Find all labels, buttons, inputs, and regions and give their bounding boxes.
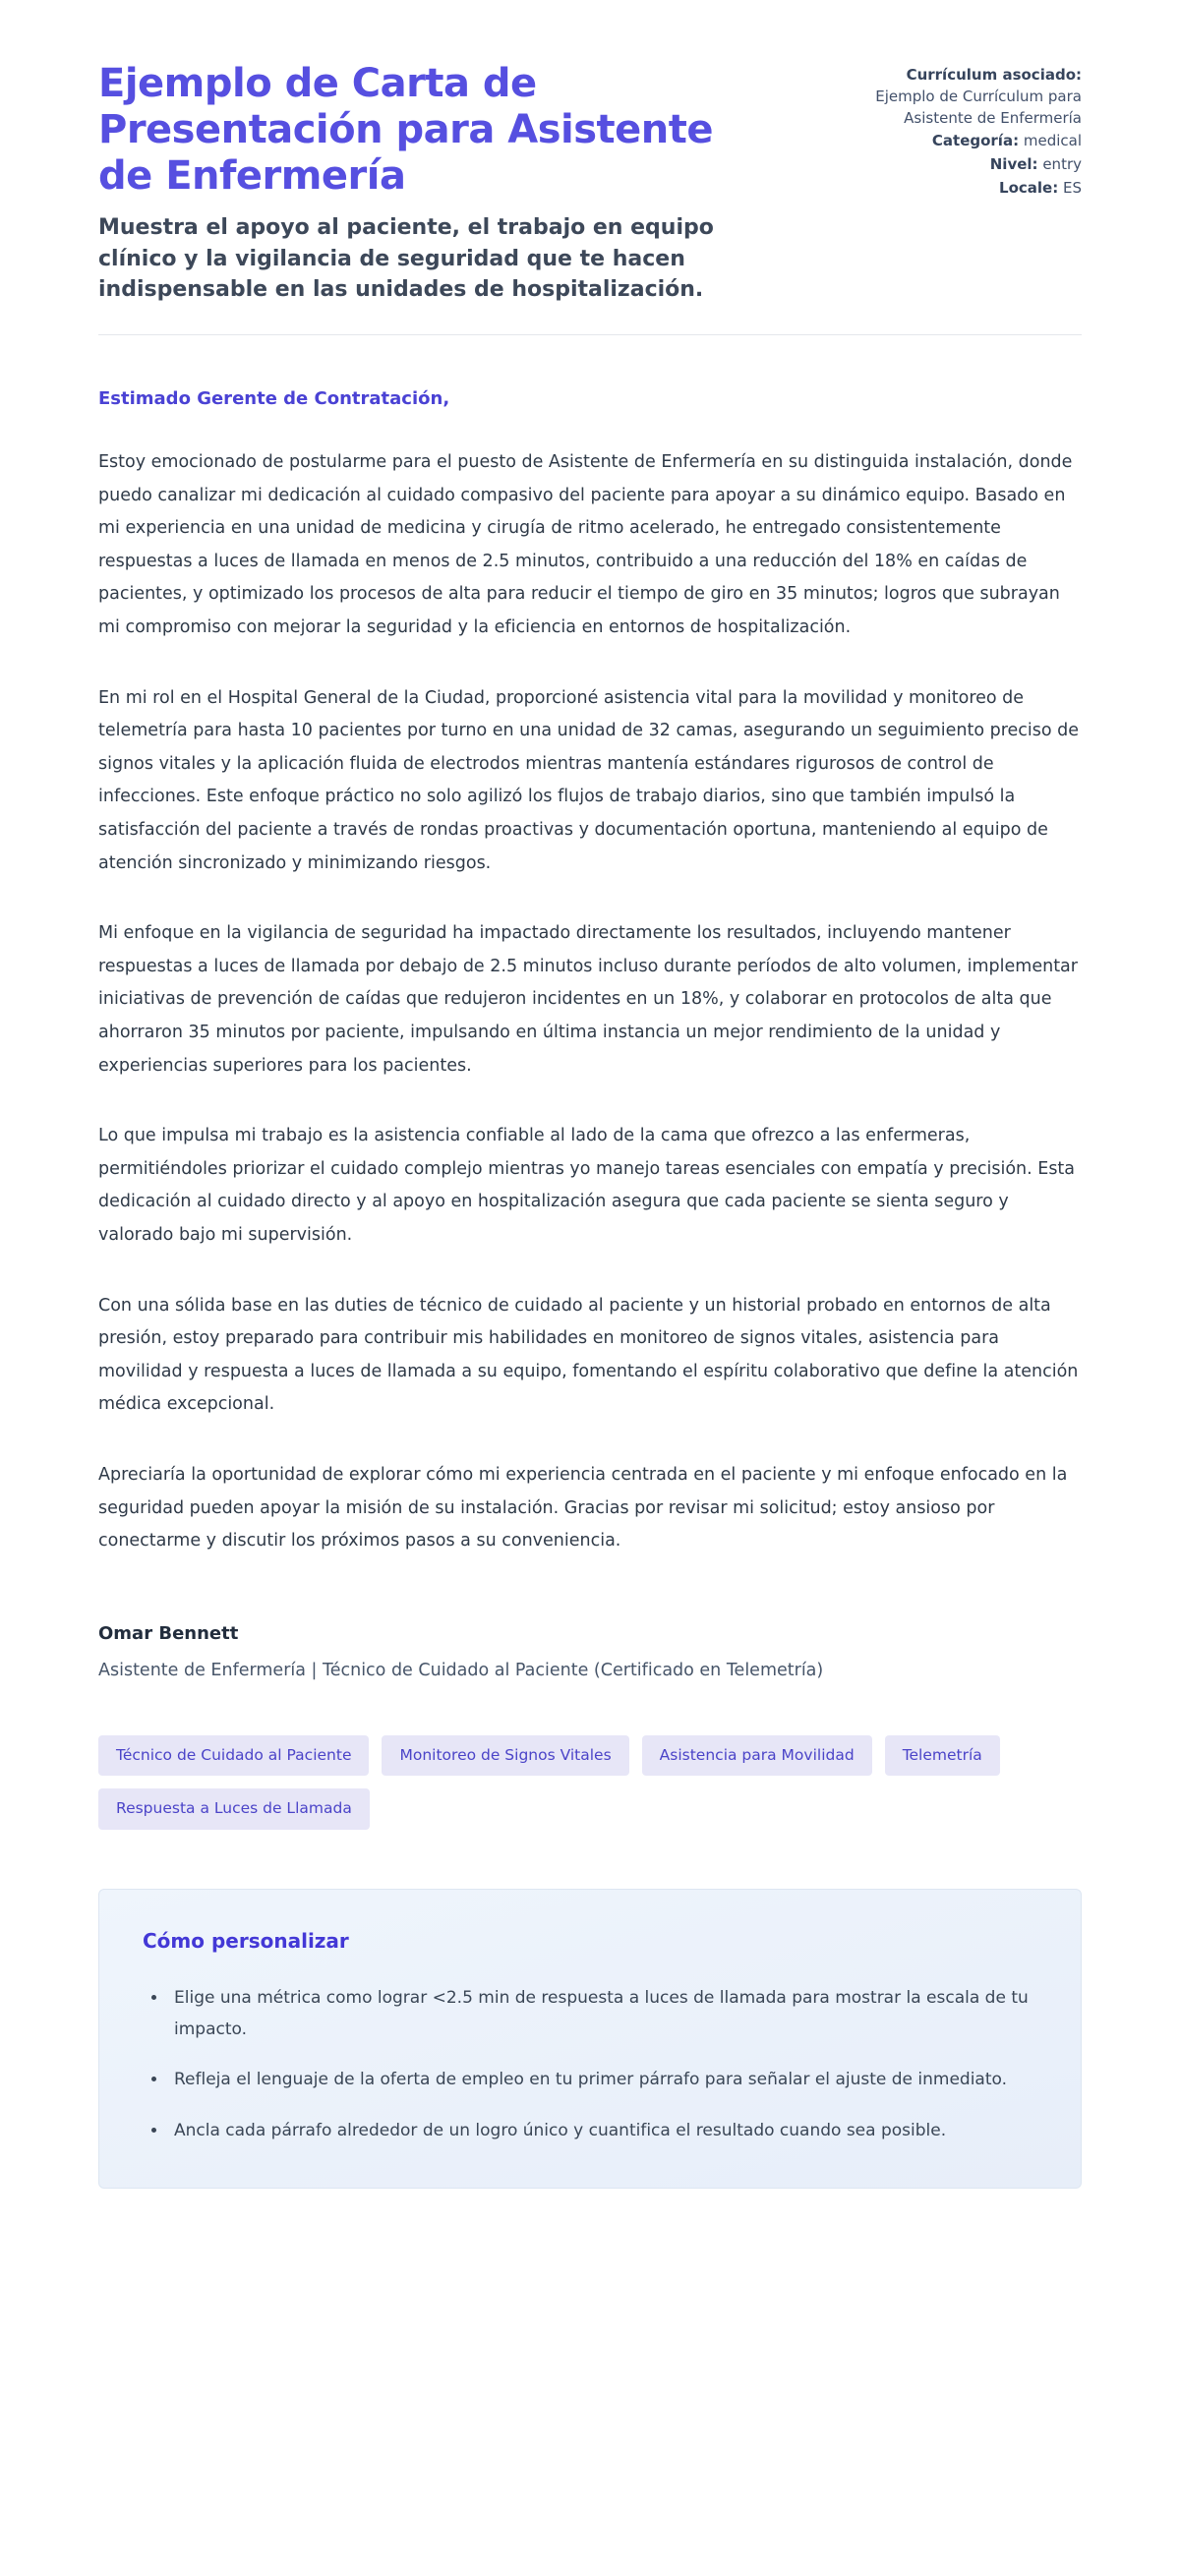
meta-locale-label: Locale: (999, 178, 1059, 197)
tag-mobility-assistance[interactable]: Asistencia para Movilidad (642, 1735, 872, 1777)
letter-body (98, 388, 1082, 1680)
meta-associated-label: Currículum asociado: (906, 66, 1082, 84)
tag-telemetry[interactable]: Telemetría (885, 1735, 1000, 1777)
letter-paragraph-6: Apreciaría la oportunidad de explorar cómo mi experiencia centrada en el paciente y mi enfoque enfocado en la seguridad pueden apoyar la misión de su instalación. Gracias por revisar mi solicitud; estoy ansioso por conectarme y discutir los próximos pasos a su conveniencia. (98, 1464, 1068, 1551)
meta-category (831, 131, 1082, 152)
header-divider (98, 334, 1082, 335)
letter-paragraph-2: En mi rol en el Hospital General de la Ciudad, proporcioné asistencia vital para la movilidad y monitoreo de telemetría para hasta 10 pacientes por turno en una unidad de 32 camas, asegurando un seguimiento preciso de signos vitales y la aplicación fluida de electrodos mientras mantenía estándares rigurosos de control de infecciones. Este enfoque práctico no solo agilizó los flujos de trabajo diarios, sino que también impulsó la satisfacción del paciente a través de rondas proactivas y documentación oportuna, manteniendo al equipo de atención sincronizado y minimizando riesgos. (98, 687, 1080, 873)
customize-tips-title: Cómo personalizar (143, 1928, 349, 1953)
meta-level-label: Nivel: (989, 155, 1038, 173)
signature-role: Asistente de Enfermería | Técnico de Cuidado al Paciente (Certificado en Telemetría) (98, 1660, 824, 1680)
customize-tips-list (143, 1982, 1037, 2146)
customize-tip-item: • Ancla cada párrafo alrededor de un logro único y cuantifica el resultado cuando sea posible. (168, 2115, 1037, 2146)
meta-associated (831, 65, 1082, 129)
header (98, 61, 1082, 305)
header-title-block (98, 61, 777, 305)
page-subtitle: Muestra el apoyo al paciente, el trabajo en equipo clínico y la vigilancia de seguridad que te hacen indispensable en las unidades de hospitalización. (98, 215, 714, 302)
letter-paragraph-1: Estoy emocionado de postularme para el puesto de Asistente de Enfermería en su distinguida instalación, donde puedo canalizar mi dedicación al cuidado compasivo del paciente para apoyar a su dinámico equipo. Basado en mi experiencia en una unidad de medicina y cirugía de ritmo acelerado, he entregado consistentemente respuestas a luces de llamada en menos de 2.5 minutos, contribuido a una reducción del 18% en caídas de pacientes, y optimizado los procesos de alta para reducir el tiempo de giro en 35 minutos; logros que subrayan mi compromiso con mejorar la seguridad y la eficiencia en entornos de hospitalización. (98, 452, 1073, 638)
meta-category-label: Categoría: (931, 132, 1020, 150)
page-title: Ejemplo de Carta de Presentación para Asistente de Enfermería (98, 61, 714, 199)
metadata-panel (831, 61, 1082, 202)
tag-vital-signs-monitoring[interactable]: Monitoreo de Signos Vitales (382, 1735, 628, 1777)
customize-tip-item: • Elige una métrica como lograr <2.5 min de respuesta a luces de llamada para mostrar la escala de tu impacto. (168, 1982, 1037, 2046)
skill-tags (98, 1735, 1082, 1830)
tag-call-light-response[interactable]: Respuesta a Luces de Llamada (98, 1788, 370, 1830)
meta-category-value: medical (1023, 132, 1082, 150)
tag-patient-care-technician[interactable]: Técnico de Cuidado al Paciente (98, 1735, 369, 1777)
customize-tip-item: • Refleja el lenguaje de la oferta de empleo en tu primer párrafo para señalar el ajuste de inmediato. (168, 2064, 1037, 2095)
letter-paragraph-3: Mi enfoque en la vigilancia de seguridad ha impactado directamente los resultados, incluyendo mantener respuestas a luces de llamada por debajo de 2.5 minutos incluso durante períodos de alto volumen, implementar iniciativas de prevención de caídas que redujeron incidentes en un 18%, y colaborar en protocolos de alta que ahorraron 35 minutos por paciente, impulsando en última instancia un mejor rendimiento de la unidad y experiencias superiores para los pacientes. (98, 923, 1078, 1076)
signature-name: Omar Bennett (98, 1622, 239, 1644)
meta-level-value: entry (1042, 155, 1082, 173)
meta-locale-value: ES (1063, 178, 1082, 197)
letter-paragraph-4: Lo que impulsa mi trabajo es la asistencia confiable al lado de la cama que ofrezco a las enfermeras, permitiéndoles priorizar el cuidado complejo mientras yo manejo tareas esenciales con empatía y precisión. Esta dedicación al cuidado directo y al apoyo en hospitalización asegura que cada paciente se sienta seguro y valorado bajo mi supervisión. (98, 1126, 1076, 1245)
letter-paragraph-5: Con una sólida base en las duties de técnico de cuidado al paciente y un historial probado en entornos de alta presión, estoy preparado para contribuir mis habilidades en monitoreo de signos vitales, asistencia para movilidad y respuesta a luces de llamada a su equipo, fomentando el espíritu colaborativo que define la atención médica excepcional. (98, 1295, 1079, 1415)
meta-associated-value: Ejemplo de Currículum para Asistente de Enfermería (875, 87, 1082, 127)
meta-level (831, 154, 1082, 176)
customize-tips-box (98, 1889, 1082, 2189)
meta-locale (831, 178, 1082, 200)
page (98, 0, 1082, 2257)
letter-greeting: Estimado Gerente de Contratación, (98, 388, 450, 410)
